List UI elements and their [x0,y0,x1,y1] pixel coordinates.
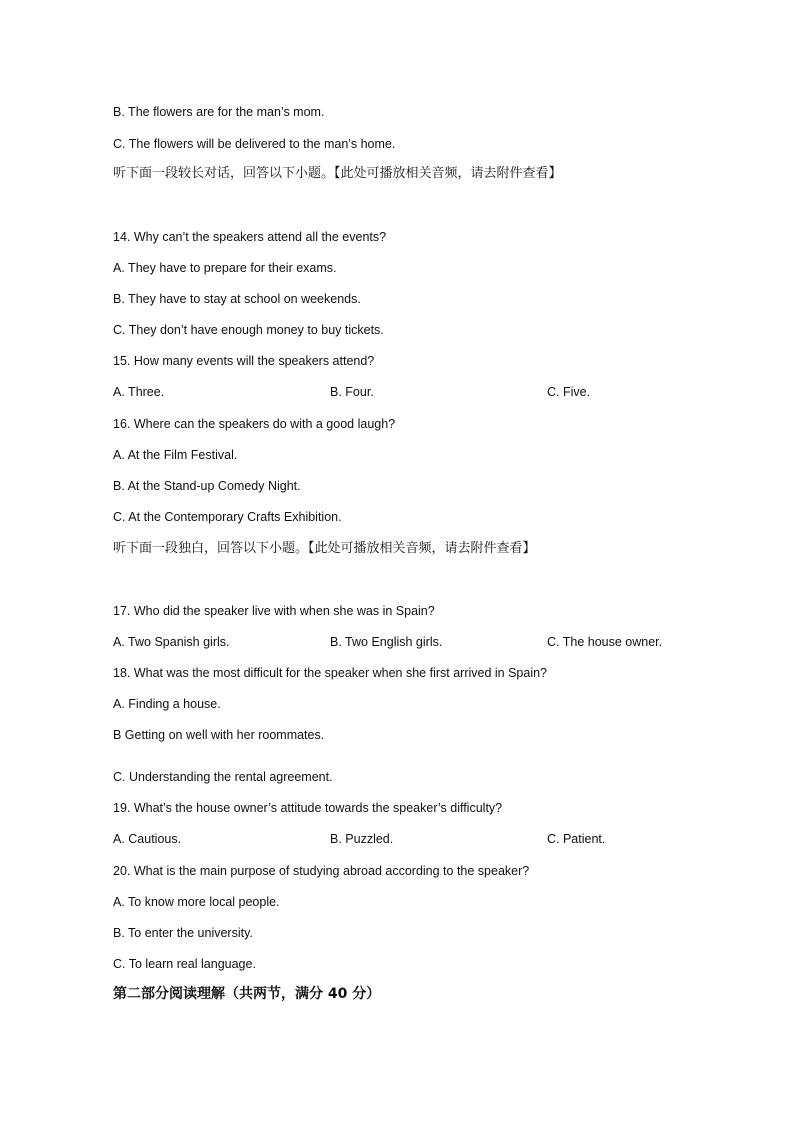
q18-question: 18. What was the most difficult for the speaker when she first arrived in Spain? [113,666,548,680]
q15-question: 15. How many events will the speakers attend? [113,354,375,368]
instruction-monologue: 听下面一段独白，回答以下小题。【此处可播放相关音频，请去附件查看】 [113,541,536,556]
q13-option-b: B. The flowers are for the man’s mom. [113,105,325,119]
q19-options [113,831,713,847]
q15-options [113,384,713,400]
q17-option-b: B. Two English girls. [330,635,443,649]
q18-option-a: A. Finding a house. [113,697,221,711]
q18-option-c: C. Understanding the rental agreement. [113,770,333,784]
q17-options [113,634,713,650]
q15-option-c: C. Five. [547,385,591,399]
q19-option-b: B. Puzzled. [330,832,394,846]
q20-option-b: B. To enter the university. [113,926,253,940]
instruction-dialogue: 听下面一段较长对话，回答以下小题。【此处可播放相关音频，请去附件查看】 [113,166,562,181]
q16-option-c: C. At the Contemporary Crafts Exhibition. [113,510,342,524]
q16-option-b: B. At the Stand-up Comedy Night. [113,479,301,493]
q17-question: 17. Who did the speaker live with when she was in Spain? [113,604,435,618]
q14-question: 14. Why can’t the speakers attend all the events? [113,230,387,244]
q19-question: 19. What’s the house owner’s attitude towards the speaker’s difficulty? [113,801,503,815]
q16-question: 16. Where can the speakers do with a good laugh? [113,417,396,431]
section-heading: 第二部分阅读理解（共两节，满分 40 分） [113,986,381,1002]
q15-option-b: B. Four. [330,385,374,399]
q14-option-c: C. They don’t have enough money to buy tickets. [113,323,384,337]
q20-option-c: C. To learn real language. [113,957,256,971]
q14-option-a: A. They have to prepare for their exams. [113,261,337,275]
q17-option-c: C. The house owner. [547,635,663,649]
q14-option-b: B. They have to stay at school on weekends. [113,292,361,306]
q16-option-a: A. At the Film Festival. [113,448,238,462]
q17-option-a: A. Two Spanish girls. [113,635,230,649]
q15-option-a: A. Three. [113,385,165,399]
q18-option-b: B Getting on well with her roommates. [113,728,325,742]
q20-question: 20. What is the main purpose of studying abroad according to the speaker? [113,864,530,878]
q13-option-c: C. The flowers will be delivered to the man’s home. [113,137,396,151]
q19-option-a: A. Cautious. [113,832,182,846]
q19-option-c: C. Patient. [547,832,606,846]
q20-option-a: A. To know more local people. [113,895,280,909]
